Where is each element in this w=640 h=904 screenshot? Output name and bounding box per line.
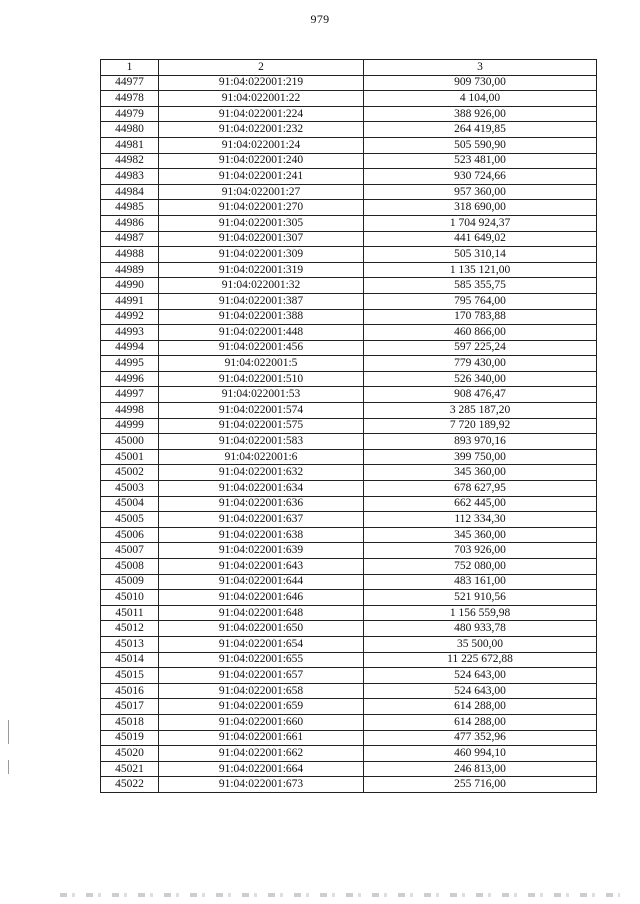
table-row xyxy=(101,714,597,730)
value-cell: 909 730,00 xyxy=(364,75,597,91)
table-row xyxy=(101,262,597,278)
row-number-cell: 45013 xyxy=(101,636,159,652)
value-cell: 264 419,85 xyxy=(364,122,597,138)
row-number-cell: 45001 xyxy=(101,449,159,465)
cadastral-number-cell: 91:04:022001:661 xyxy=(159,730,364,746)
table-row xyxy=(101,605,597,621)
cadastral-number-cell: 91:04:022001:6 xyxy=(159,449,364,465)
value-cell: 524 643,00 xyxy=(364,668,597,684)
cadastral-number-cell: 91:04:022001:5 xyxy=(159,356,364,372)
row-number-cell: 45015 xyxy=(101,668,159,684)
cadastral-number-cell: 91:04:022001:224 xyxy=(159,106,364,122)
value-cell: 388 926,00 xyxy=(364,106,597,122)
value-cell: 505 310,14 xyxy=(364,247,597,263)
table-row xyxy=(101,527,597,543)
cadastral-number-cell: 91:04:022001:24 xyxy=(159,137,364,153)
table-row xyxy=(101,434,597,450)
value-cell: 930 724,66 xyxy=(364,169,597,185)
cadastral-number-cell: 91:04:022001:639 xyxy=(159,543,364,559)
row-number-cell: 44991 xyxy=(101,293,159,309)
value-cell: 1 704 924,37 xyxy=(364,215,597,231)
table-row xyxy=(101,215,597,231)
value-cell: 585 355,75 xyxy=(364,278,597,294)
value-cell: 399 750,00 xyxy=(364,449,597,465)
value-cell: 441 649,02 xyxy=(364,231,597,247)
table-row xyxy=(101,543,597,559)
cadastral-number-cell: 91:04:022001:232 xyxy=(159,122,364,138)
cadastral-number-cell: 91:04:022001:240 xyxy=(159,153,364,169)
column-header-1: 1 xyxy=(101,60,159,76)
value-cell: 345 360,00 xyxy=(364,527,597,543)
table-row xyxy=(101,652,597,668)
table-row xyxy=(101,356,597,372)
table-row xyxy=(101,636,597,652)
table-row xyxy=(101,496,597,512)
table-row xyxy=(101,169,597,185)
margin-scan-mark xyxy=(8,720,9,744)
row-number-cell: 44985 xyxy=(101,200,159,216)
cadastral-number-cell: 91:04:022001:660 xyxy=(159,714,364,730)
row-number-cell: 44999 xyxy=(101,418,159,434)
cadastral-number-cell: 91:04:022001:644 xyxy=(159,574,364,590)
row-number-cell: 45006 xyxy=(101,527,159,543)
row-number-cell: 44990 xyxy=(101,278,159,294)
row-number-cell: 44994 xyxy=(101,340,159,356)
value-cell: 1 156 559,98 xyxy=(364,605,597,621)
cadastral-number-cell: 91:04:022001:456 xyxy=(159,340,364,356)
header-row xyxy=(101,60,597,76)
value-cell: 957 360,00 xyxy=(364,184,597,200)
row-number-cell: 44982 xyxy=(101,153,159,169)
table-row xyxy=(101,153,597,169)
cadastral-number-cell: 91:04:022001:27 xyxy=(159,184,364,200)
value-cell: 460 994,10 xyxy=(364,746,597,762)
row-number-cell: 45012 xyxy=(101,621,159,637)
cadastral-number-cell: 91:04:022001:648 xyxy=(159,605,364,621)
value-cell: 345 360,00 xyxy=(364,465,597,481)
row-number-cell: 45009 xyxy=(101,574,159,590)
table-row xyxy=(101,418,597,434)
value-cell: 483 161,00 xyxy=(364,574,597,590)
table-row xyxy=(101,465,597,481)
row-number-cell: 44987 xyxy=(101,231,159,247)
cadastral-number-cell: 91:04:022001:637 xyxy=(159,512,364,528)
cadastral-number-cell: 91:04:022001:53 xyxy=(159,387,364,403)
cadastral-number-cell: 91:04:022001:643 xyxy=(159,559,364,575)
value-cell: 35 500,00 xyxy=(364,636,597,652)
cadastral-number-cell: 91:04:022001:583 xyxy=(159,434,364,450)
row-number-cell: 45022 xyxy=(101,777,159,793)
cadastral-number-cell: 91:04:022001:305 xyxy=(159,215,364,231)
table-row xyxy=(101,761,597,777)
table-header xyxy=(101,60,597,76)
cadastral-number-cell: 91:04:022001:650 xyxy=(159,621,364,637)
value-cell: 524 643,00 xyxy=(364,683,597,699)
cadastral-number-cell: 91:04:022001:319 xyxy=(159,262,364,278)
value-cell: 678 627,95 xyxy=(364,481,597,497)
table-row xyxy=(101,621,597,637)
value-cell: 752 080,00 xyxy=(364,559,597,575)
value-cell: 779 430,00 xyxy=(364,356,597,372)
column-header-3: 3 xyxy=(364,60,597,76)
row-number-cell: 45018 xyxy=(101,714,159,730)
table-row xyxy=(101,200,597,216)
table-row xyxy=(101,590,597,606)
row-number-cell: 45002 xyxy=(101,465,159,481)
row-number-cell: 45000 xyxy=(101,434,159,450)
table-row xyxy=(101,184,597,200)
value-cell: 246 813,00 xyxy=(364,761,597,777)
cadastral-number-cell: 91:04:022001:448 xyxy=(159,325,364,341)
row-number-cell: 45020 xyxy=(101,746,159,762)
table-row xyxy=(101,91,597,107)
cadastral-number-cell: 91:04:022001:574 xyxy=(159,403,364,419)
value-cell: 521 910,56 xyxy=(364,590,597,606)
cadastral-number-cell: 91:04:022001:638 xyxy=(159,527,364,543)
table-row xyxy=(101,106,597,122)
table-row xyxy=(101,247,597,263)
value-cell: 318 690,00 xyxy=(364,200,597,216)
table-row xyxy=(101,746,597,762)
table-body xyxy=(101,75,597,792)
row-number-cell: 45021 xyxy=(101,761,159,777)
value-cell: 460 866,00 xyxy=(364,325,597,341)
row-number-cell: 44992 xyxy=(101,309,159,325)
table-row xyxy=(101,683,597,699)
table-row xyxy=(101,730,597,746)
value-cell: 3 285 187,20 xyxy=(364,403,597,419)
row-number-cell: 44978 xyxy=(101,91,159,107)
value-cell: 597 225,24 xyxy=(364,340,597,356)
value-cell: 4 104,00 xyxy=(364,91,597,107)
table-row xyxy=(101,574,597,590)
value-cell: 480 933,78 xyxy=(364,621,597,637)
value-cell: 526 340,00 xyxy=(364,371,597,387)
cadastral-number-cell: 91:04:022001:241 xyxy=(159,169,364,185)
row-number-cell: 44983 xyxy=(101,169,159,185)
table-row xyxy=(101,387,597,403)
table-row xyxy=(101,278,597,294)
table-row xyxy=(101,309,597,325)
table-row xyxy=(101,293,597,309)
page-number: 979 xyxy=(310,12,330,26)
row-number-cell: 44984 xyxy=(101,184,159,200)
cadastral-number-cell: 91:04:022001:388 xyxy=(159,309,364,325)
table-row xyxy=(101,75,597,91)
cadastral-value-table xyxy=(100,59,597,793)
table-row xyxy=(101,231,597,247)
row-number-cell: 44993 xyxy=(101,325,159,341)
table-row xyxy=(101,137,597,153)
cadastral-number-cell: 91:04:022001:673 xyxy=(159,777,364,793)
row-number-cell: 45007 xyxy=(101,543,159,559)
cadastral-number-cell: 91:04:022001:659 xyxy=(159,699,364,715)
value-cell: 11 225 672,88 xyxy=(364,652,597,668)
cadastral-number-cell: 91:04:022001:387 xyxy=(159,293,364,309)
cadastral-number-cell: 91:04:022001:646 xyxy=(159,590,364,606)
table-row xyxy=(101,325,597,341)
value-cell: 893 970,16 xyxy=(364,434,597,450)
cadastral-number-cell: 91:04:022001:655 xyxy=(159,652,364,668)
row-number-cell: 44980 xyxy=(101,122,159,138)
table-row xyxy=(101,559,597,575)
row-number-cell: 44989 xyxy=(101,262,159,278)
row-number-cell: 45004 xyxy=(101,496,159,512)
row-number-cell: 44979 xyxy=(101,106,159,122)
value-cell: 523 481,00 xyxy=(364,153,597,169)
value-cell: 908 476,47 xyxy=(364,387,597,403)
cadastral-number-cell: 91:04:022001:32 xyxy=(159,278,364,294)
bottom-scan-artifact xyxy=(60,893,620,897)
cadastral-number-cell: 91:04:022001:309 xyxy=(159,247,364,263)
row-number-cell: 45010 xyxy=(101,590,159,606)
row-number-cell: 44995 xyxy=(101,356,159,372)
cadastral-number-cell: 91:04:022001:632 xyxy=(159,465,364,481)
cadastral-number-cell: 91:04:022001:662 xyxy=(159,746,364,762)
value-cell: 505 590,90 xyxy=(364,137,597,153)
table-row xyxy=(101,668,597,684)
row-number-cell: 45017 xyxy=(101,699,159,715)
value-cell: 614 288,00 xyxy=(364,699,597,715)
cadastral-number-cell: 91:04:022001:270 xyxy=(159,200,364,216)
table-row xyxy=(101,449,597,465)
table-row xyxy=(101,403,597,419)
table-row xyxy=(101,122,597,138)
row-number-cell: 45016 xyxy=(101,683,159,699)
row-number-cell: 44981 xyxy=(101,137,159,153)
margin-scan-mark xyxy=(8,760,9,774)
table-row xyxy=(101,699,597,715)
value-cell: 614 288,00 xyxy=(364,714,597,730)
row-number-cell: 44977 xyxy=(101,75,159,91)
cadastral-number-cell: 91:04:022001:654 xyxy=(159,636,364,652)
cadastral-number-cell: 91:04:022001:636 xyxy=(159,496,364,512)
row-number-cell: 45005 xyxy=(101,512,159,528)
table-row xyxy=(101,371,597,387)
row-number-cell: 45008 xyxy=(101,559,159,575)
row-number-cell: 44988 xyxy=(101,247,159,263)
column-header-2: 2 xyxy=(159,60,364,76)
row-number-cell: 45011 xyxy=(101,605,159,621)
value-cell: 112 334,30 xyxy=(364,512,597,528)
value-cell: 703 926,00 xyxy=(364,543,597,559)
row-number-cell: 44998 xyxy=(101,403,159,419)
value-cell: 795 764,00 xyxy=(364,293,597,309)
cadastral-number-cell: 91:04:022001:575 xyxy=(159,418,364,434)
cadastral-number-cell: 91:04:022001:658 xyxy=(159,683,364,699)
value-cell: 477 352,96 xyxy=(364,730,597,746)
row-number-cell: 45019 xyxy=(101,730,159,746)
cadastral-number-cell: 91:04:022001:664 xyxy=(159,761,364,777)
value-cell: 662 445,00 xyxy=(364,496,597,512)
cadastral-number-cell: 91:04:022001:634 xyxy=(159,481,364,497)
table-row xyxy=(101,340,597,356)
cadastral-number-cell: 91:04:022001:22 xyxy=(159,91,364,107)
cadastral-number-cell: 91:04:022001:307 xyxy=(159,231,364,247)
value-cell: 1 135 121,00 xyxy=(364,262,597,278)
row-number-cell: 45003 xyxy=(101,481,159,497)
cadastral-number-cell: 91:04:022001:657 xyxy=(159,668,364,684)
table-row xyxy=(101,481,597,497)
value-cell: 7 720 189,92 xyxy=(364,418,597,434)
table-row xyxy=(101,777,597,793)
row-number-cell: 44997 xyxy=(101,387,159,403)
value-cell: 170 783,88 xyxy=(364,309,597,325)
value-cell: 255 716,00 xyxy=(364,777,597,793)
row-number-cell: 45014 xyxy=(101,652,159,668)
row-number-cell: 44986 xyxy=(101,215,159,231)
cadastral-number-cell: 91:04:022001:219 xyxy=(159,75,364,91)
table-row xyxy=(101,512,597,528)
cadastral-number-cell: 91:04:022001:510 xyxy=(159,371,364,387)
row-number-cell: 44996 xyxy=(101,371,159,387)
